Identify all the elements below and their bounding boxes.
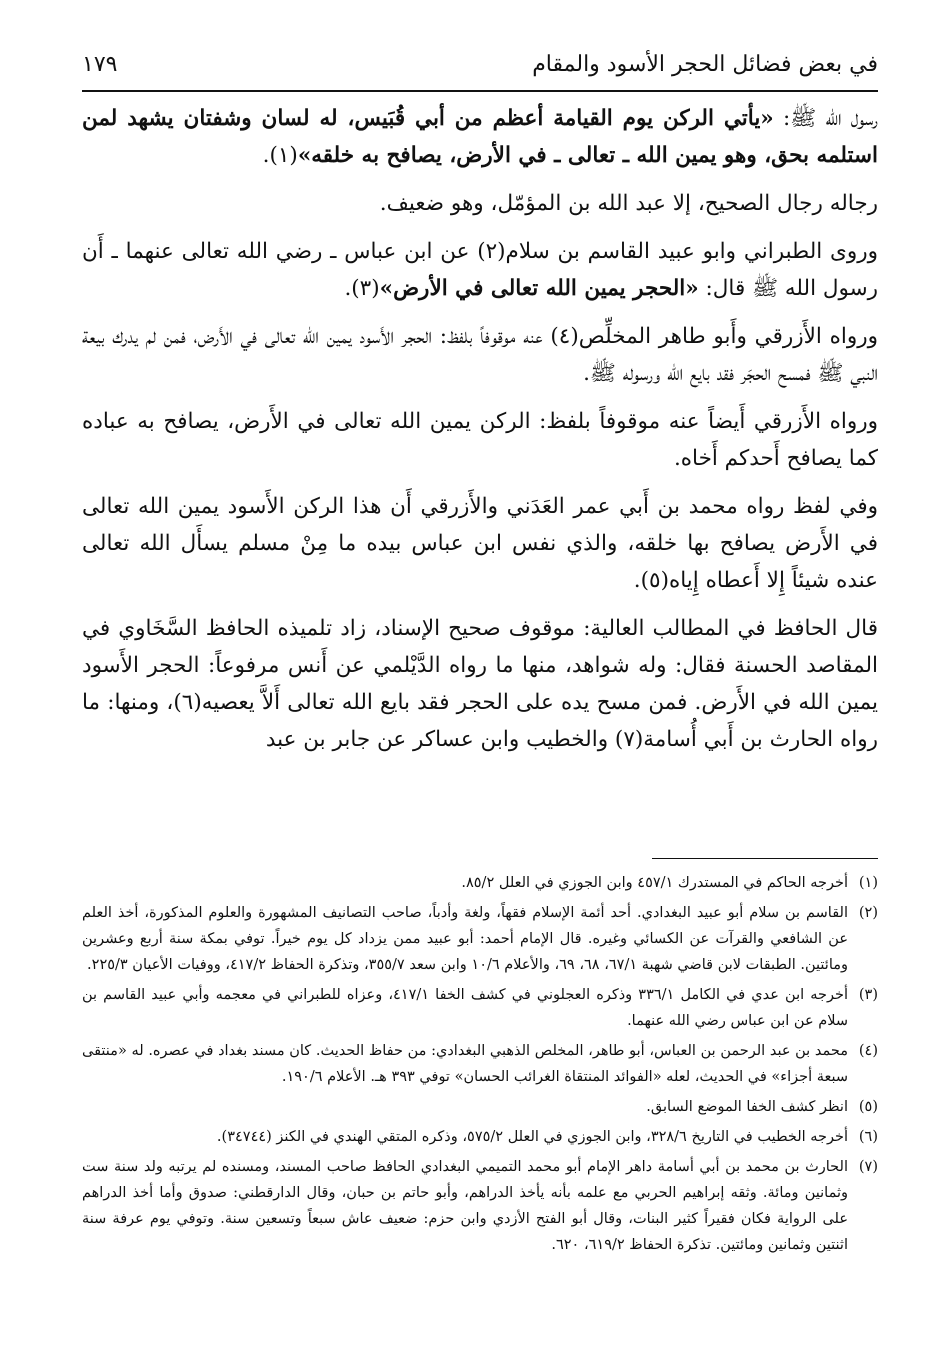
- footnotes: [82, 870, 878, 1262]
- header-divider: [82, 90, 878, 92]
- page-number: ١٧٩: [82, 52, 118, 77]
- footnote-number: (٣): [858, 987, 878, 1003]
- footnote-number: (٢): [858, 905, 878, 921]
- footnote-ref-3: (٣).: [344, 276, 380, 301]
- footnote: [82, 1094, 878, 1120]
- footnote: [82, 1124, 878, 1150]
- footnote-number: (٦): [858, 1129, 878, 1145]
- main-text: [82, 100, 878, 769]
- footnote-text: انظر كشف الخفا الموضع السابق.: [646, 1099, 848, 1115]
- paragraph-2: رجاله رجال الصحيح، إلا عبد الله بن المؤمّل، وهو ضعيف.: [379, 191, 878, 216]
- paragraph-3: [82, 233, 878, 307]
- footnote: [82, 1038, 878, 1090]
- header-title: في بعض فضائل الحجر الأسود والمقام: [532, 52, 878, 77]
- footnote-number: (٧): [858, 1159, 878, 1175]
- paragraph-6: وفي لفظ رواه محمد بن أَبي عمر العَدَني والأَزرقي أَن هذا الركن الأَسود يمين الله تعالى في الأَرض يصافح بها خلقه، والذي نفس ابن عباس بيده ما مِنْ مسلم يسأَل الله تعالى عنده شيئاً إِلا أَعطاه إِياه(٥).: [82, 494, 878, 593]
- footnote-number: (٥): [858, 1099, 878, 1115]
- footnote-number: (١): [858, 875, 878, 891]
- footnote: [82, 870, 878, 896]
- footnote-ref-1: (١).: [262, 143, 298, 168]
- footnote-text: محمد بن عبد الرحمن بن العباس، أبو طاهر، المخلص الذهبي البغدادي: من حفاظ الحديث. كان مسند بغداد في عصره. له «منتقى سبعة أجزاء» في الحديث، لعله «الفوائد المنتقاة الغرائب الحسان» توفي ٣٩٣ هـ. الأعلام ١٩٠/٦.: [82, 1043, 848, 1085]
- paragraph-7: قال الحافظ في المطالب العالية: موقوف صحيح الإسناد، زاد تلميذه الحافظ السَّخَاوي في المقاصد الحسنة فقال: وله شواهد، منها ما رواه الدَّيْلمي عن أَنس مرفوعاً: الحجر الأَسود يمين الله في الأَرض. فمن مسح يده على الحجر فقد بايع الله تعالى أَلاَّ يعصيه(٦)، ومنها: ما رواه الحارث بن أَبي أُسامة(٧) والخطيب وابن عساكر عن جابر بن عبد: [82, 616, 878, 752]
- footnote: [82, 1154, 878, 1258]
- hadith-quote-1: «يأتي الركن يوم القيامة أعظم من أبي قُبَيس، له لسان وشفتان يشهد لمن استلمه بحق، وهو يمين الله ـ تعالى ـ في الأرض، يصافح به خلقه»: [82, 106, 878, 168]
- footnote-text: أخرجه الحاكم في المستدرك ٤٥٧/١ وابن الجوزي في العلل ٨٥/٢.: [461, 875, 848, 891]
- running-header: [82, 52, 878, 86]
- hadith-quote-2: «الحجر يمين الله تعالى في الأرض»: [379, 276, 699, 301]
- paragraph-1: [82, 100, 878, 174]
- footnote-text: القاسم بن سلام أبو عبيد البغدادي. أحد أئمة الإسلام فقهاً، ولغة وأدباً، صاحب التصانيف المشهورة والعلوم المذكورة، أخذ العلم عن الشافعي والقرآت عن الكسائي وغيره. قال الإمام أحمد: أبو عبيد ممن يزداد كل يوم خيراً. توفي بمكة سنة أربع وعشرين ومائتين. الطبقات لابن قاضي شهبة ٦٧/١، ٦٨، ٦٩، والأعلام ١٠/٦ وابن سعد ٣٥٥/٧، وتذكرة الحفاظ ٤١٧/٢، ووفيات الأعيان ٢٢٥/٣.: [82, 905, 848, 973]
- paragraph-4: ورواه الأَزرقي وأَبو طاهر المخلِّص(٤) عنه موقوفاً بلفظ: الحجر الأَسود يمين الله تعالى في الأَرض، فمن لم يدرك بيعة النبي ﷺ فمسح الحجَر فقد بايع الله ورسوله ﷺ.: [82, 324, 878, 386]
- paragraph-1-intro: رسول الله ﷺ:: [773, 106, 879, 131]
- footnote-text: أخرجه ابن عدي في الكامل ٣٣٦/١ وذكره العجلوني في كشف الخفا ٤١٧/١، وعزاه للطبراني في معجمه وأبي عبيد القاسم بن سلام عن ابن عباس رضي الله عنهما.: [82, 987, 848, 1029]
- paragraph-5: ورواه الأَزرقي أَيضاً عنه موقوفاً بلفظ: الركن يمين الله تعالى في الأَرض، يصافح به عباده كما يصافح أَحدكم أَخاه.: [82, 409, 878, 471]
- footnote: [82, 982, 878, 1034]
- footnote-text: أخرجه الخطيب في التاريخ ٣٢٨/٦، وابن الجوزي في العلل ٥٧٥/٢، وذكره المتقي الهندي في الكنز (٣٤٧٤٤).: [216, 1129, 848, 1145]
- footnote-number: (٤): [858, 1043, 878, 1059]
- footnote-text: الحارث بن محمد بن أبي أسامة داهر الإمام أبو محمد التميمي البغدادي الحافظ صاحب المسند، ومسنده لم يرتبه ولد سنة ست وثمانين ومائة. وثقه إبراهيم الحربي مع علمه بأنه يأخذ الدراهم، وأبو حاتم بن حبان، وقال الدارقطني: صدوق وأما أخذ الدراهم على الرواية فكان فقيراً كثير البنات، وقال أبو الفتح الأزدي وابن حزم: ضعيف عاش سبعاً وتسعين سنة. وتوفي يوم عرفة سنة اثنتين وثمانين ومائتين. تذكرة الحفاظ ٦١٩/٢، ٦٢٠.: [82, 1159, 848, 1253]
- footnote: [82, 900, 878, 978]
- footnote-divider: [652, 858, 878, 859]
- paragraph-3-intro: وروى الطبراني وابو عبيد القاسم بن سلام(٢) عن ابن عباس ـ رضي الله تعالى عنهما ـ أَن رسول الله ﷺ قال:: [82, 239, 878, 301]
